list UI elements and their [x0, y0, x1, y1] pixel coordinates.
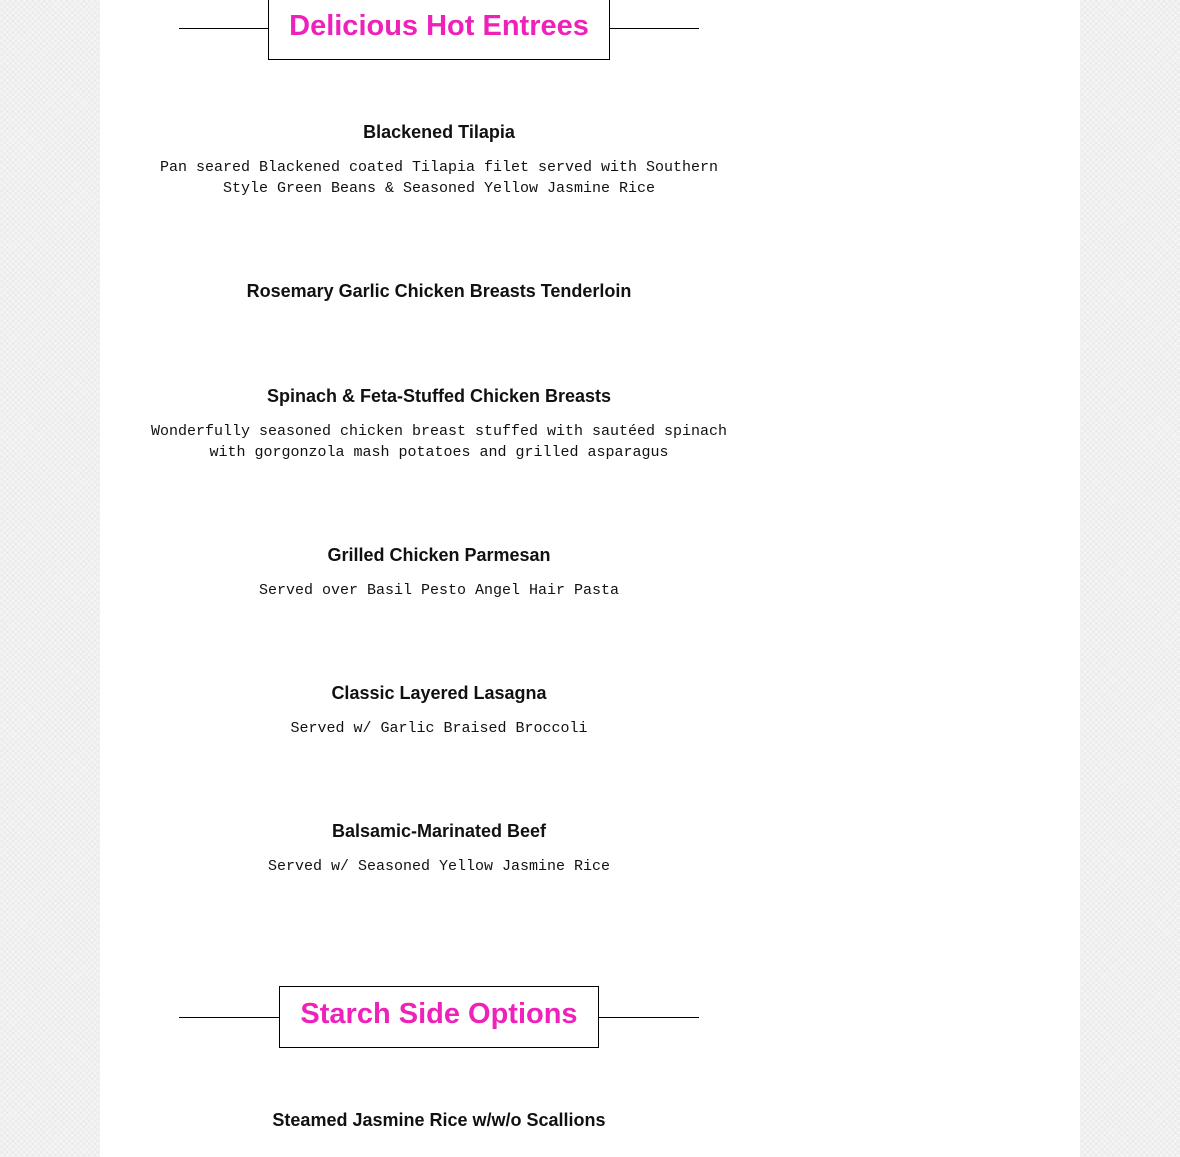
menu-item-description: Served over Basil Pesto Angel Hair Pasta: [258, 582, 620, 599]
menu-item-name: Grilled Chicken Parmesan: [327, 545, 551, 565]
menu-item-name: Rosemary Garlic Chicken Breasts Tenderloin: [246, 281, 632, 301]
menu-item-blackened-tilapia: [139, 121, 739, 199]
section-title: Starch Side Options: [300, 998, 578, 1030]
section-title-box: [268, 0, 610, 60]
menu-item-description: Wonderfully seasoned chicken breast stuffed with sautéed spinach with gorgonzola mash potatoes and grilled asparagus: [150, 423, 728, 461]
menu-item-steamed-jasmine-rice: [139, 1109, 739, 1131]
menu-item-name: Blackened Tilapia: [363, 122, 515, 142]
menu-item-description: Served w/ Garlic Braised Broccoli: [290, 720, 588, 737]
menu-item-description: Pan seared Blackened coated Tilapia filet served with Southern Style Green Beans & Seasoned Yellow Jasmine Rice: [159, 159, 719, 197]
menu-item-rosemary-garlic-chicken: [139, 280, 739, 302]
menu-item-classic-lasagna: [139, 682, 739, 739]
section-title: Delicious Hot Entrees: [289, 10, 589, 42]
menu-item-spinach-feta-chicken: [139, 385, 739, 463]
menu-item-name: Spinach & Feta-Stuffed Chicken Breasts: [266, 386, 612, 406]
section-header-starch-sides: [179, 986, 699, 1048]
menu-item-grilled-chicken-parmesan: [139, 544, 739, 601]
menu-item-balsamic-beef: [139, 820, 739, 877]
section-title-box: [279, 986, 598, 1048]
menu-item-name: Steamed Jasmine Rice w/w/o Scallions: [272, 1110, 606, 1130]
section-header-hot-entrees: [179, 0, 699, 61]
menu-item-name: Classic Layered Lasagna: [331, 683, 547, 703]
menu-item-description: Served w/ Seasoned Yellow Jasmine Rice: [267, 858, 611, 875]
menu-page: [100, 0, 1080, 1157]
menu-item-name: Balsamic-Marinated Beef: [331, 821, 547, 841]
